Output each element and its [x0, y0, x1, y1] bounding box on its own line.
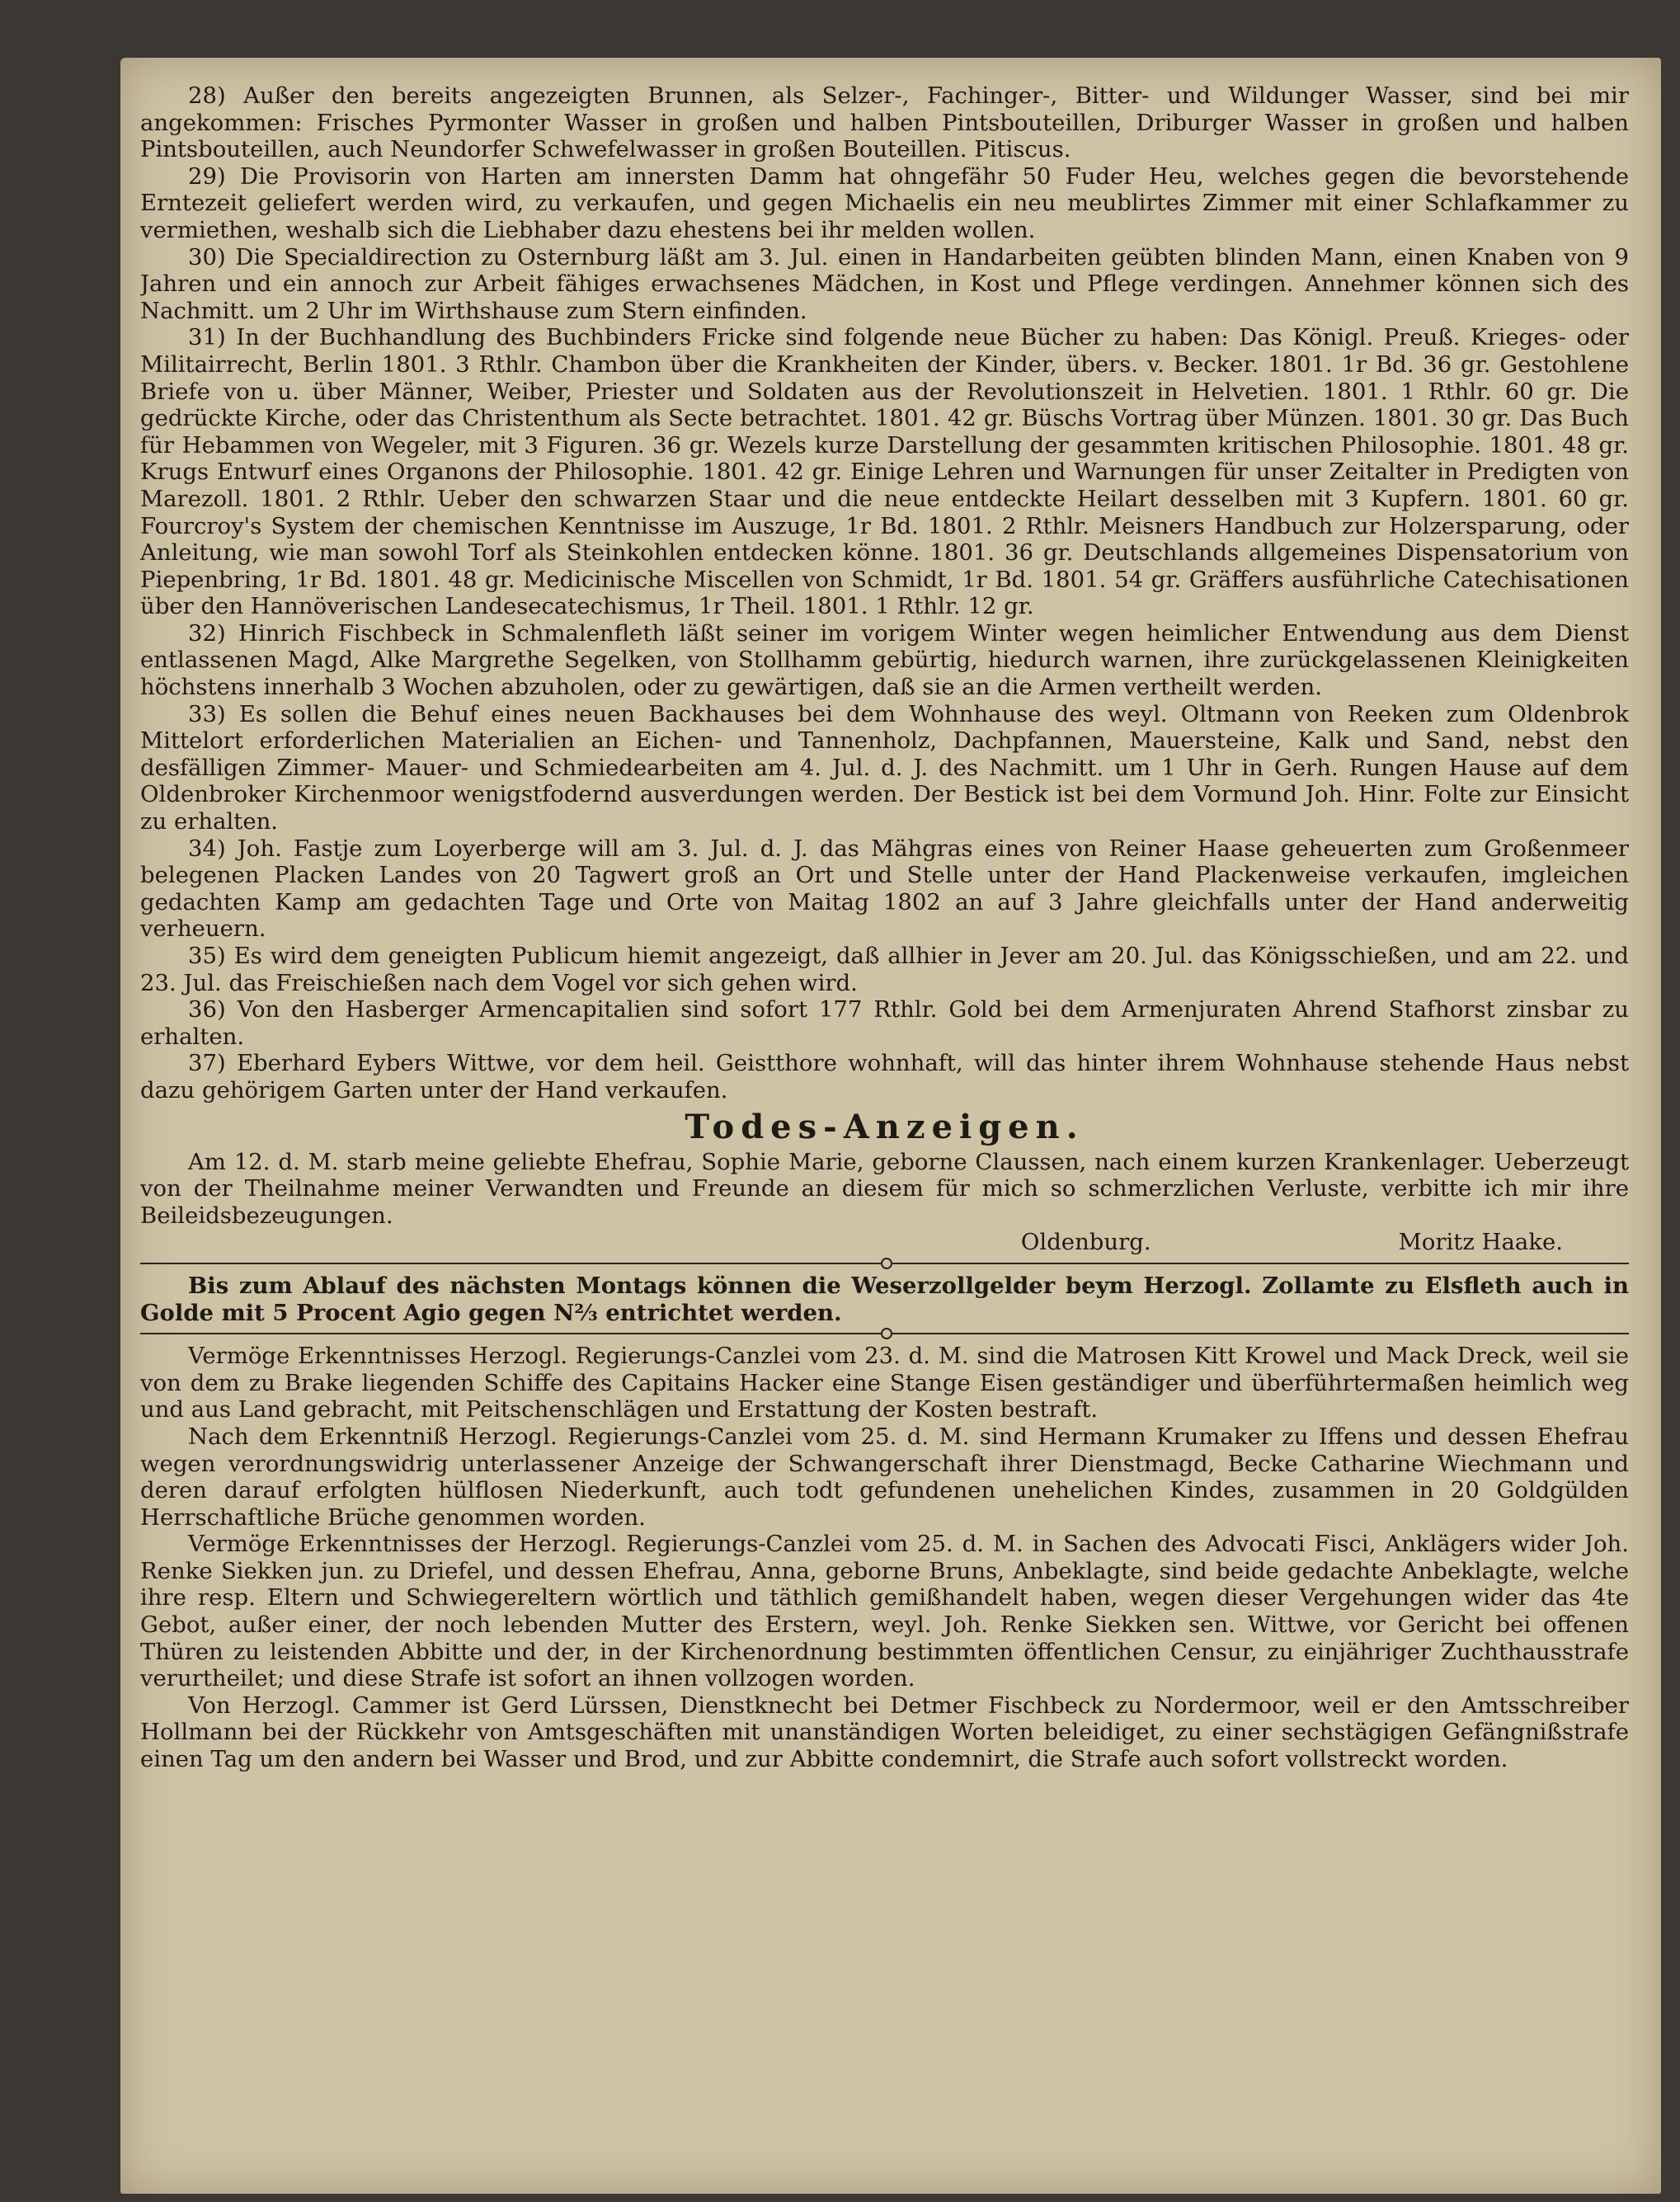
- notice-36: 36) Von den Hasberger Armencapitalien sind sofort 177 Rthlr. Gold bei dem Armenjuraten Ahrend Stafhorst zinsbar zu erhalten.: [140, 996, 1629, 1050]
- verdict-4: Von Herzogl. Cammer ist Gerd Lürssen, Dienstknecht bei Detmer Fischbeck zu Nordermoor, weil er den Amtsschreiber Hollmann bei der Rückkehr von Amtsgeschäften mit unanständigen Worten beleidiget, zu einer sechstägigen Gefängnißstrafe einen Tag um den andern bei Wasser und Brod, und zur Abbitte condemnirt, die Strafe auch sofort vollstreckt worden.: [140, 1691, 1629, 1773]
- divider-ornament: [881, 1328, 892, 1339]
- notice-29: 29) Die Provisorin von Harten am innersten Damm hat ohngefähr 50 Fuder Heu, welches gegen die bevorstehende Erntezeit geliefert werden wird, zu verkaufen, und gegen Michaelis ein neu meublirtes Zimmer mit einer Schlafkammer zu vermiethen, weshalb sich die Liebhaber dazu ehestens bei ihr melden wollen.: [140, 162, 1629, 243]
- death-notice-text: Am 12. d. M. starb meine geliebte Ehefrau, Sophie Marie, geborne Claussen, nach einem kurzen Krankenlager. Ueberzeugt von der Theilnahme meiner Verwandten und Freunde an diesem für mich so schmerzlichen Verluste, verbitte ich mir ihre Beileidsbezeugungen.: [140, 1148, 1629, 1229]
- death-notice-place: Oldenburg.: [1020, 1229, 1151, 1256]
- notice-32: 32) Hinrich Fischbeck in Schmalenfleth läßt seiner im vorigem Winter wegen heimlicher Entwendung aus dem Dienst entlassenen Magd, Alke Margrethe Segelken, von Stollhamm gebürtig, hiedurch warnen, ihre zurückgelassenen Kleinigkeiten höchstens innerhalb 3 Wochen abzuholen, oder zu gewärtigen, daß sie an die Armen vertheilt werden.: [140, 619, 1629, 701]
- notice-31: 31) In der Buchhandlung des Buchbinders Fricke sind folgende neue Bücher zu haben: Das Königl. Preuß. Krieges- oder Militairrecht, Berlin 1801. 3 Rthlr. Chambon über die Krankheiten der Kinder, übers. v. Becker. 1801. 1r Bd. 36 gr. Gestohlene Briefe von u. über Männer, Weiber, Priester und Soldaten aus der Revolutionszeit in Helvetien. 1801. 1 Rthlr. 60 gr. Die gedrückte Kirche, oder das Christenthum als Secte betrachtet. 1801. 42 gr. Büschs Vortrag über Münzen. 1801. 30 gr. Das Buch für Hebammen von Wegeler, mit 3 Figuren. 36 gr. Wezels kurze Darstellung der gesammten kritischen Philosophie. 1801. 48 gr. Krugs Entwurf eines Organons der Philosophie. 1801. 42 gr. Einige Lehren und Warnungen für unser Zeitalter in Predigten von Marezoll. 1801. 2 Rthlr. Ueber den schwarzen Staar und die neue entdeckte Heilart desselben mit 3 Kupfern. 1801. 60 gr. Fourcroy's System der chemischen Kenntnisse im Auszuge, 1r Bd. 1801. 2 Rthlr. Meisners Handbuch zur Holzersparung, oder Anleitung, wie man sowohl Torf als Steinkohlen entdecken könne. 1801. 36 gr. Deutschlands allgemeines Dispensatorium von Piepenbring, 1r Bd. 1801. 48 gr. Medicinische Miscellen von Schmidt, 1r Bd. 1801. 54 gr. Gräffers ausführliche Catechisationen über den Hannöverischen Landesecatechismus, 1r Theil. 1801. 1 Rthlr. 12 gr.: [140, 324, 1629, 620]
- section-divider: [140, 1328, 1629, 1339]
- notice-33: 33) Es sollen die Behuf eines neuen Backhauses bei dem Wohnhause des weyl. Oltmann von Reeken zum Oldenbrok Mittelort erforderlichen Materialien an Eichen- und Tannenholz, Dachpfannen, Mauersteine, Kalk und Sand, nebst den desfälligen Zimmer- Mauer- und Schmiedearbeiten am 4. Jul. d. J. des Nachmitt. um 1 Uhr in Gerh. Rungen Hause auf dem Oldenbroker Kirchenmoor wenigstfodernd ausverdungen werden. Der Bestick ist bei dem Vormund Joh. Hinr. Folte zur Einsicht zu erhalten.: [140, 700, 1629, 835]
- section-divider: [140, 1258, 1629, 1269]
- notice-28: 28) Außer den bereits angezeigten Brunnen, als Selzer-, Fachinger-, Bitter- und Wildunger Wasser, sind bei mir angekommen: Frisches Pyrmonter Wasser in großen und halben Pintsbouteillen, Driburger Wasser in großen und halben Pintsbouteillen, auch Neundorfer Schwefelwasser in großen Bouteillen. Pitiscus.: [140, 82, 1629, 163]
- notice-30: 30) Die Specialdirection zu Osternburg läßt am 3. Jul. einen in Handarbeiten geübten blinden Mann, einen Knaben von 9 Jahren und ein annoch zur Arbeit fähiges erwachsenes Mädchen, in Kost und Pflege verdingen. Annehmer können sich des Nachmitt. um 2 Uhr im Wirthshause zum Stern einfinden.: [140, 243, 1629, 324]
- notice-35: 35) Es wird dem geneigten Publicum hiemit angezeigt, daß allhier in Jever am 20. Jul. das Königsschießen, und am 22. und 23. Jul. das Freischießen nach dem Vogel vor sich gehen wird.: [140, 943, 1629, 996]
- page-text: [140, 82, 1629, 2120]
- divider-ornament: [881, 1258, 892, 1269]
- customs-notice: Bis zum Ablauf des nächsten Montags können die Weserzollgelder beym Herzogl. Zollamte zu Elsfleth auch in Golde mit 5 Procent Agio gegen N⅔ entrichtet werden.: [140, 1272, 1629, 1326]
- death-notice-signoff: [140, 1229, 1629, 1256]
- notice-37: 37) Eberhard Eybers Wittwe, vor dem heil. Geistthore wohnhaft, will das hinter ihrem Wohnhause stehende Haus nebst dazu gehörigem Garten unter der Hand verkaufen.: [140, 1050, 1629, 1103]
- verdict-2: Nach dem Erkenntniß Herzogl. Regierungs-Canzlei vom 25. d. M. sind Hermann Krumaker zu Iffens und dessen Ehefrau wegen verordnungswidrig unterlassener Anzeige der Schwangerschaft ihrer Dienstmagd, Becke Catharine Wiechmann und deren darauf erfolgten hülflosen Niederkunft, auch todt gefundenen unehelichen Kindes, zusammen in 20 Goldgülden Herrschaftliche Brüche genommen worden.: [140, 1423, 1629, 1531]
- death-notices-heading: Todes-Anzeigen.: [685, 1107, 1085, 1146]
- verdict-1: Vermöge Erkenntnisses Herzogl. Regierungs-Canzlei vom 23. d. M. sind die Matrosen Kitt Krowel und Mack Dreck, weil sie von dem zu Brake liegenden Schiffe des Capitains Hacker eine Stange Eisen geständiger und überführtermaßen heimlich weg und aus Land gebracht, mit Peitschenschlägen und Erstattung der Kosten bestraft.: [140, 1343, 1629, 1423]
- death-notice-signature: Moritz Haake.: [1398, 1229, 1563, 1256]
- verdict-3: Vermöge Erkenntnisses der Herzogl. Regierungs-Canzlei vom 25. d. M. in Sachen des Advocati Fisci, Anklägers wider Joh. Renke Siekken jun. zu Driefel, und dessen Ehefrau, Anna, geborne Bruns, Anbeklagte, sind beide gedachte Anbeklagte, welche ihre resp. Eltern und Schwiegereltern wörtlich und täthlich gemißhandelt haben, wegen dieser Vergehungen wider das 4te Gebot, außer einer, der noch lebenden Mutter des Erstern, weyl. Joh. Renke Siekken sen. Wittwe, vor Gericht bei offenen Thüren zu leistenden Abbitte und der, in der Kirchenordnung bestimmten öffentlichen Censur, zu einjähriger Zuchthausstrafe verurtheilet; und diese Strafe ist sofort an ihnen vollzogen worden.: [140, 1531, 1629, 1692]
- notice-34: 34) Joh. Fastje zum Loyerberge will am 3. Jul. d. J. das Mähgras eines von Reiner Haase geheuerten zum Großenmeer belegenen Placken Landes von 20 Tagwert groß an Ort und Stelle unter der Hand Plackenweise verkaufen, imgleichen gedachten Kamp am gedachten Tage und Orte von Maitag 1802 an auf 3 Jahre gleichfalls unter der Hand anderweitig verheuern.: [140, 835, 1629, 943]
